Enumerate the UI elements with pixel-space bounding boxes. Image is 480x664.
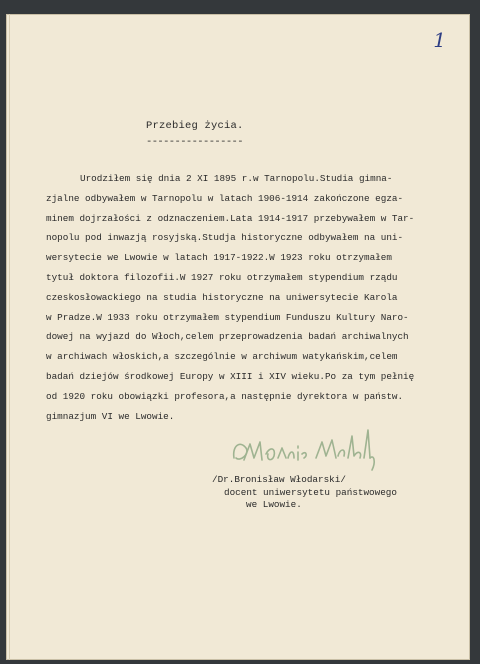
title-underline: ----------------- [146,136,243,148]
body-line: w Pradze.W 1933 roku otrzymałem stypendium Funduszu Kultury Naro- [46,311,409,323]
paper-edge [9,14,10,660]
signer-location: we Lwowie. [246,499,302,511]
body-line: minem dojrzałości z odznaczeniem.Lata 1914-1917 przebywałem w Tar- [46,212,415,224]
body-paragraph [46,169,446,426]
body-line: badań dziejów środkowej Europy w XIII i XIV wieku.Po za tym pełnię [46,370,415,382]
body-line: tytuł doktora filozofii.W 1927 roku otrzymałem stypendium rządu [46,271,398,283]
body-line: dowej na wyjazd do Włoch,celem przeprowadzenia badań archiwalnych [46,331,409,343]
handwritten-signature [230,424,380,476]
body-line: wersytecie we Lwowie w latach 1917-1922.W 1923 roku otrzymałem [46,252,392,264]
body-line: nopolu pod inwazją rosyjską.Studja historyczne odbywałem na uni- [46,232,404,244]
document-page [6,14,470,660]
body-line: Urodziłem się dnia 2 XI 1895 r.w Tarnopolu.Studia gimna- [80,173,393,184]
body-line: zjalne odbywałem w Tarnopolu w latach 1906-1914 zakończone egza- [46,192,404,204]
body-line: w archiwach włoskich,a szczególnie w archiwum watykańskim,celem [46,351,398,363]
signature-block [212,474,397,512]
page-number: 1 [433,28,446,52]
document-title: Przebieg życia. [146,120,244,132]
signer-name: /Dr.Bronisław Włodarski/ [212,474,346,485]
body-line: czeskosłowackiego na studia historyczne na uniwersytecie Karola [46,291,398,303]
signer-position: docent uniwersytetu państwowego [224,486,397,498]
body-line: gimnazjum VI we Lwowie. [46,410,175,422]
body-line: od 1920 roku obowiązki profesora,a następnie dyrektora w państw. [46,390,404,402]
